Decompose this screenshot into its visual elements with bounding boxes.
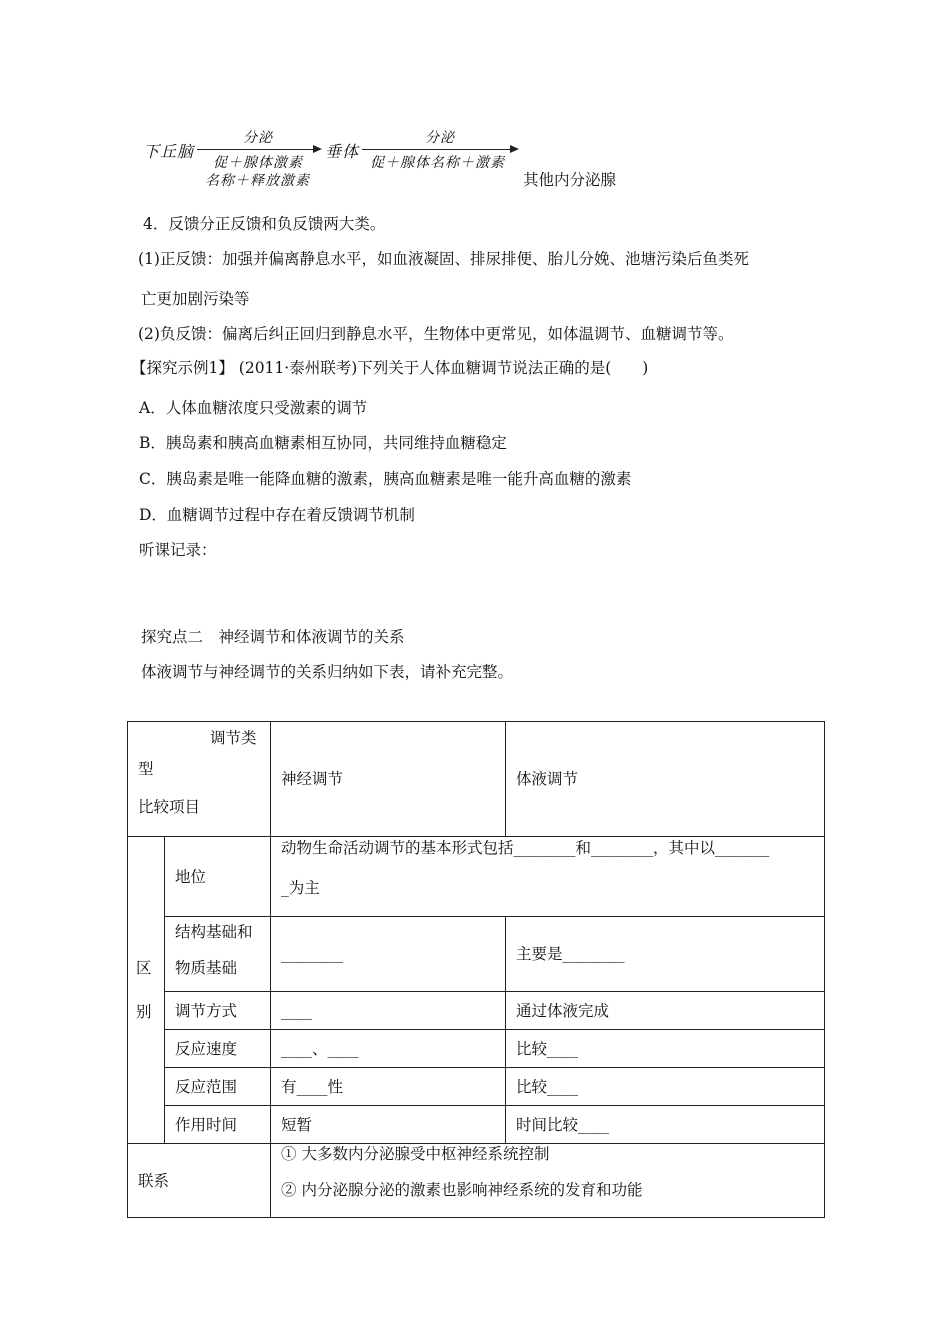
arrow2-head-icon (510, 145, 519, 153)
row-label-mode: 调节方式 (165, 992, 271, 1030)
arrow1-label-bottom-2: 名称＋释放激素 (205, 173, 310, 189)
node-other-glands: 其他内分泌腺 (523, 171, 617, 189)
row-label-basis-1: 结构基础和 (175, 923, 253, 941)
table-row (128, 722, 825, 837)
header-type-label: 调节类 (210, 729, 257, 747)
node-hypothalamus: 下丘脑 (143, 142, 195, 161)
header-type-label-cont: 型 (138, 760, 154, 778)
arrow1-label-bottom-1: 促＋腺体激素 (213, 155, 303, 171)
basis-humoral: 主要是________ (506, 917, 825, 992)
arrow1-head-icon (313, 145, 322, 153)
row-label-speed: 反应速度 (165, 1030, 271, 1068)
para-positive-feedback-1: (1)正反馈：加强并偏离静息水平，如血液凝固、排尿排便、胎儿分娩、池塘污染后鱼类死 (138, 250, 749, 268)
row-label-basis-2: 物质基础 (175, 959, 238, 977)
table-row (128, 1144, 825, 1218)
status-cell (271, 837, 825, 917)
table-row (128, 1106, 825, 1144)
header-item-label: 比较项目 (138, 798, 201, 816)
time-humoral: 时间比较____ (506, 1106, 825, 1144)
arrow2-label-top: 分泌 (425, 130, 455, 146)
lecture-notes-label: 听课记录： (139, 541, 217, 559)
difference-label-2: 别 (136, 1003, 152, 1021)
speed-neural: ____、____ (271, 1030, 506, 1068)
example-question: 【探究示例1】 (2011·泰州联考)下列关于人体血糖调节说法正确的是( ) (131, 359, 649, 377)
option-b: B．胰岛素和胰高血糖素相互协同，共同维持血糖稳定 (139, 434, 507, 452)
link-text-2: ② 内分泌腺分泌的激素也影响神经系统的发育和功能 (281, 1181, 643, 1199)
mode-neural: ____ (271, 992, 506, 1030)
status-text-1: 动物生命活动调节的基本形式包括________和________，其中以_______ (281, 839, 770, 857)
range-neural: 有____性 (271, 1068, 506, 1106)
table-row (128, 917, 825, 992)
option-d: D．血糖调节过程中存在着反馈调节机制 (139, 506, 415, 524)
arrow2-label-bottom: 促＋腺体名称＋激素 (370, 155, 505, 171)
table-row (128, 992, 825, 1030)
section-intro-2: 体液调节与神经调节的关系归纳如下表，请补充完整。 (141, 663, 514, 681)
time-neural: 短暂 (271, 1106, 506, 1144)
header-neural: 神经调节 (271, 722, 506, 837)
row-label-link: 联系 (128, 1144, 271, 1218)
row-label-status: 地位 (165, 837, 271, 917)
header-humoral: 体液调节 (506, 722, 825, 837)
para-positive-feedback-2: 亡更加剧污染等 (141, 290, 250, 308)
link-text-1: ① 大多数内分泌腺受中枢神经系统控制 (281, 1145, 550, 1163)
basis-neural: ________ (271, 917, 506, 992)
table-row (128, 1030, 825, 1068)
difference-label-1: 区 (136, 959, 152, 977)
node-pituitary: 垂体 (325, 142, 360, 161)
row-label-basis (165, 917, 271, 992)
link-cell (271, 1144, 825, 1218)
mode-humoral: 通过体液完成 (506, 992, 825, 1030)
status-text-2: _为主 (281, 879, 320, 897)
row-label-range: 反应范围 (165, 1068, 271, 1106)
section-heading-2: 探究点二 神经调节和体液调节的关系 (141, 628, 405, 646)
arrow2-line (362, 149, 512, 150)
option-c: C．胰岛素是唯一能降血糖的激素，胰高血糖素是唯一能升高血糖的激素 (139, 470, 632, 488)
header-diagonal-cell (128, 722, 271, 837)
row-label-time: 作用时间 (165, 1106, 271, 1144)
difference-label-cell (128, 837, 165, 1144)
table-row (128, 1068, 825, 1106)
option-a: A．人体血糖浓度只受激素的调节 (139, 399, 368, 417)
table-row (128, 837, 825, 917)
comparison-table (127, 721, 825, 1218)
range-humoral: 比较____ (506, 1068, 825, 1106)
arrow1-label-top: 分泌 (243, 130, 273, 146)
para-negative-feedback: (2)负反馈：偏离后纠正回归到静息水平，生物体中更常见，如体温调节、血糖调节等。 (138, 325, 734, 343)
arrow1-line (197, 149, 315, 150)
para-feedback-types: 4．反馈分正反馈和负反馈两大类。 (143, 215, 386, 233)
speed-humoral: 比较____ (506, 1030, 825, 1068)
